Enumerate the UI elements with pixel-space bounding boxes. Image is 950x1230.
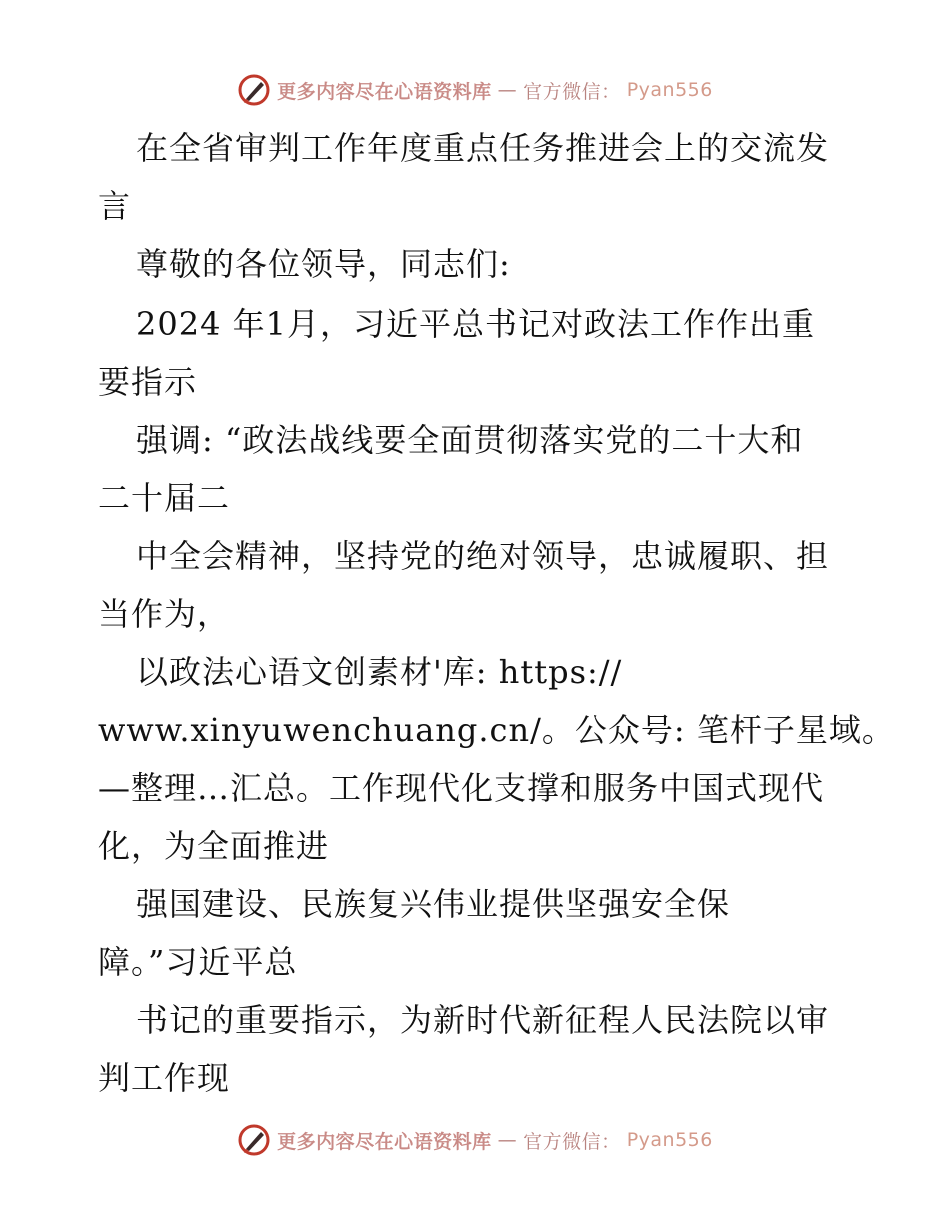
text-line: 尊敬的各位领导，同志们: [136, 245, 511, 283]
watermark-site-text: 更多内容尽在心语资料库 [277, 80, 492, 103]
watermark-contact-label: 官方微信： [523, 1130, 621, 1153]
watermark-separator: — [497, 79, 518, 101]
watermark-contact-id: Pyan556 [626, 1129, 713, 1151]
text-line: 中全会精神，坚持党的绝对领导，忠诚履职、担 [136, 537, 830, 575]
pen-circle-logo-icon [237, 1123, 271, 1157]
text-line: —整理…汇总。工作现代化支撑和服务中国式现代 [98, 769, 825, 807]
watermark-separator: — [497, 1129, 518, 1151]
text-line: 在全省审判工作年度重点任务推进会上的交流发 [136, 129, 830, 167]
watermark-contact-id: Pyan556 [626, 79, 713, 101]
text-line: 障。”习近平总 [98, 943, 298, 981]
text-line: www.xinyuwenchuang.cn/。公众号: 笔杆子星域。 [98, 711, 895, 749]
text-line: 强调: “政法战线要全面贯彻落实党的二十大和 [136, 421, 804, 459]
footer-watermark-banner [0, 1120, 950, 1160]
text-line: 书记的重要指示，为新时代新征程人民法院以审 [136, 1001, 830, 1039]
text-line: 要指示 [98, 363, 198, 401]
text-line: 二十届二 [98, 479, 231, 517]
watermark-contact-label: 官方微信： [523, 80, 621, 103]
text-line: 以政法心语文创素材'库: https:// [136, 653, 623, 691]
text-line: 言 [98, 187, 132, 225]
text-line: 判工作现 [98, 1059, 231, 1097]
header-watermark-banner [0, 70, 950, 110]
text-line: 当作为， [98, 595, 231, 633]
text-line: 化，为全面推进 [98, 827, 330, 865]
pen-circle-logo-icon [237, 73, 271, 107]
watermark-site-text: 更多内容尽在心语资料库 [277, 1130, 492, 1153]
text-line: 2024 年1月，习近平总书记对政法工作作出重 [136, 305, 815, 343]
text-line: 强国建设、民族复兴伟业提供坚强安全保 [136, 885, 731, 923]
